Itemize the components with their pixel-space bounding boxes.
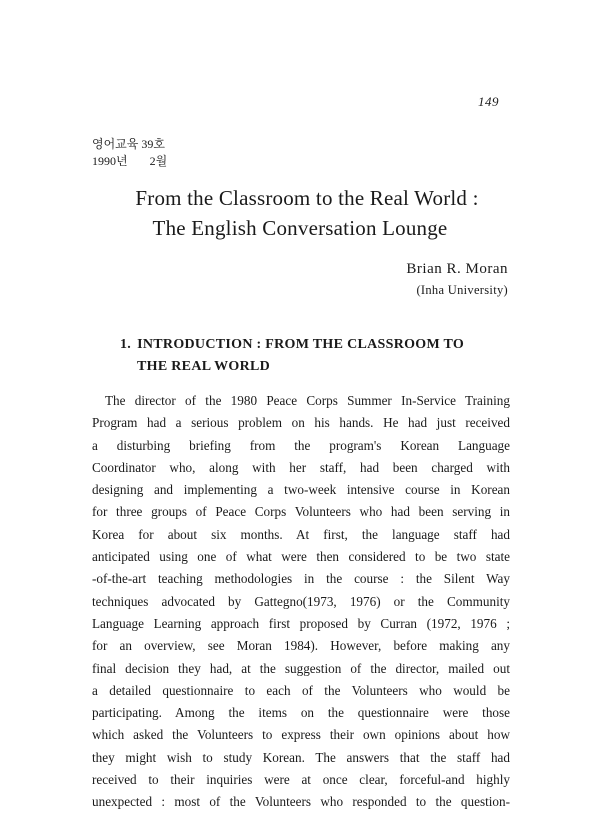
body-line: designing and implementing a two-week intensive course in Korean xyxy=(92,482,510,498)
page-number: 149 xyxy=(478,94,499,109)
body-line: received to their inquiries were at once clear, forceful-and highly xyxy=(92,772,510,788)
journal-date xyxy=(92,153,167,170)
body-line: techniques advocated by Gattegno(1973, 1976) or the Community xyxy=(92,593,510,609)
author-affiliation: (Inha University) xyxy=(416,283,508,297)
body-line: a detailed questionnaire to each of the Volunteers who would be xyxy=(92,682,510,698)
body-line: final decision they had, at the suggestion of the director, mailed out xyxy=(92,660,510,676)
section-number: 1. xyxy=(120,337,132,352)
title-line-2: The English Conversation Lounge xyxy=(152,216,448,240)
section-heading-line-2: THE REAL WORLD xyxy=(137,359,271,374)
body-line: -of-the-art teaching methodologies in the course : the Silent Way xyxy=(92,571,510,587)
journal-info xyxy=(92,136,167,170)
body-line: anticipated using one of what were then considered to be two state xyxy=(92,549,510,565)
section-heading-line-1: INTRODUCTION : FROM THE CLASSROOM TO xyxy=(137,337,465,352)
journal-issue: 영어교육 39호 xyxy=(92,137,165,151)
body-line: for three groups of Peace Corps Volunteers who had been serving in xyxy=(92,504,510,520)
paper-title xyxy=(0,183,600,243)
section-heading xyxy=(120,334,500,378)
body-line: The director of the 1980 Peace Corps Summer In-Service Training xyxy=(105,393,510,408)
journal-year: 1990년 xyxy=(92,154,128,168)
body-paragraph xyxy=(92,390,510,814)
title-line-1: From the Classroom to the Real World : xyxy=(135,186,479,210)
journal-month: 2월 xyxy=(149,154,168,168)
body-line: they might wish to study Korean. The answers that the staff had xyxy=(92,749,510,765)
body-line: unexpected : most of the Volunteers who responded to the question- xyxy=(92,794,510,810)
author-block xyxy=(406,258,508,300)
body-line: participating. Among the items on the questionnaire were those xyxy=(92,705,510,721)
body-line: for an overview, see Moran 1984). However, before making any xyxy=(92,638,510,654)
body-line: a disturbing briefing from the program's Korean Language xyxy=(92,437,510,453)
body-line: which asked the Volunteers to express their own opinions about how xyxy=(92,727,510,743)
body-line: Coordinator who, along with her staff, had been charged with xyxy=(92,459,510,475)
author-name: Brian R. Moran xyxy=(406,261,508,277)
body-line: Program had a serious problem on his hands. He had just received xyxy=(92,415,510,431)
body-line: Language Learning approach first proposed by Curran (1972, 1976 ; xyxy=(92,615,510,631)
body-line: Korea for about six months. At first, the language staff had xyxy=(92,526,510,542)
